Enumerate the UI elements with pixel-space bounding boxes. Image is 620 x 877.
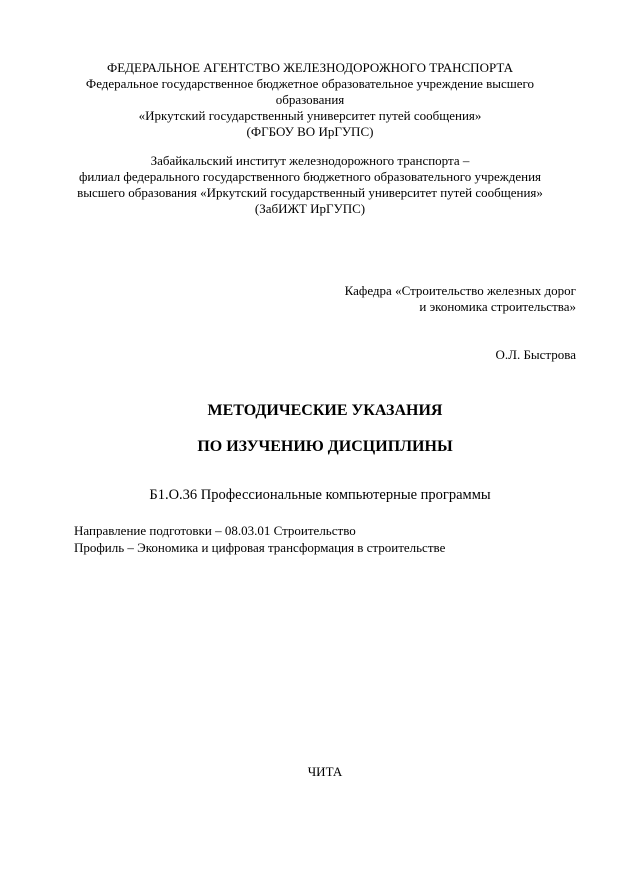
organization-line: «Иркутский государственный университет путей сообщения»: [138, 108, 482, 123]
organization-line: ФЕДЕРАЛЬНОЕ АГЕНТСТВО ЖЕЛЕЗНОДОРОЖНОГО ТРАНСПОРТА: [106, 60, 514, 75]
department-block: [345, 283, 576, 315]
program-info: [74, 522, 445, 556]
profile-line: Профиль – Экономика и цифровая трансформация в строительстве: [74, 540, 446, 555]
document-title-line-1: МЕТОДИЧЕСКИЕ УКАЗАНИЯ: [207, 402, 443, 419]
department-line: Кафедра «Строительство железных дорог: [344, 283, 576, 298]
institute-line: филиал федерального государственного бюджетного образовательного учреждения: [78, 169, 542, 184]
department-line: и экономика строительства»: [419, 299, 576, 314]
direction-line: Направление подготовки – 08.03.01 Строительство: [74, 523, 356, 538]
institute-line: Забайкальский институт железнодорожного транспорта –: [150, 153, 470, 168]
document-title-line-2: ПО ИЗУЧЕНИЮ ДИСЦИПЛИНЫ: [197, 438, 453, 455]
institute-header: [0, 153, 620, 217]
city-name: ЧИТА: [307, 764, 343, 779]
organization-header: [0, 60, 620, 140]
institute-line: (ЗабИЖТ ИрГУПС): [254, 201, 366, 216]
author-name: О.Л. Быстрова: [495, 347, 576, 362]
institute-line: высшего образования «Иркутский государственный университет путей сообщения»: [77, 185, 543, 200]
discipline-name: Б1.О.36 Профессиональные компьютерные программы: [149, 487, 491, 503]
organization-line: (ФГБОУ ВО ИрГУПС): [246, 124, 374, 139]
organization-line: образования: [275, 92, 345, 107]
organization-line: Федеральное государственное бюджетное образовательное учреждение высшего: [85, 76, 535, 91]
